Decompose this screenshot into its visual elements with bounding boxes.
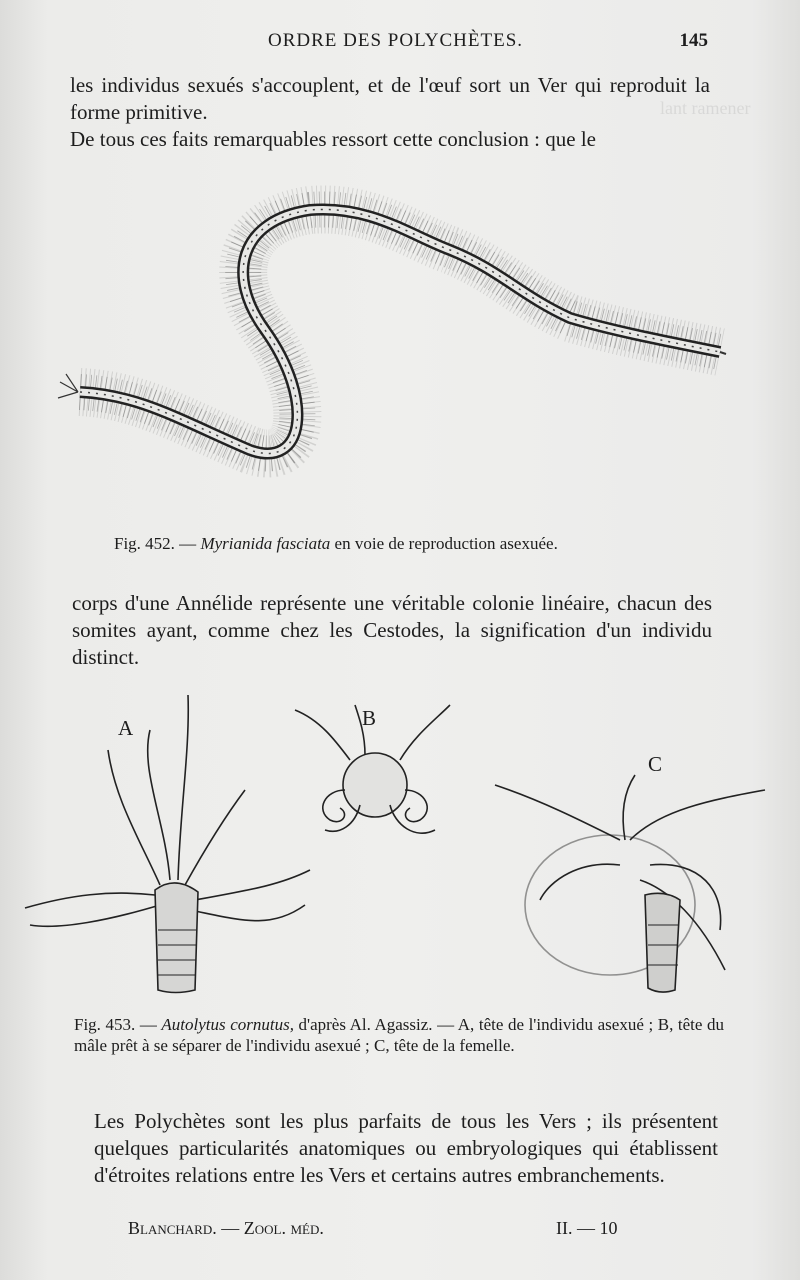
page-footer	[0, 1218, 800, 1244]
footer-author-title: Blanchard. — Zool. méd.	[128, 1218, 324, 1238]
figure-453-label: Fig. 453. —	[74, 1015, 157, 1034]
paragraph-4: Les Polychètes sont les plus parfaits de tous les Vers ; ils présentent quelques particularités anatomiques ou embryologiques qui établissent d'étroites relations entre les Vers et certains autres embranchements.	[94, 1109, 718, 1187]
figure-453-species: Autolytus cornutus,	[161, 1015, 294, 1034]
figure-452-illustration	[50, 180, 730, 510]
paragraph-3: corps d'une Annélide représente une véritable colonie linéaire, chacun des somites ayant, comme chez les Cestodes, la signification d'un individu distinct.	[72, 591, 712, 669]
paragraph-2: De tous ces faits remarquables ressort cette conclusion : que le	[70, 127, 596, 151]
figure-453-letter-b: B	[362, 706, 377, 730]
figure-453-illustration	[20, 690, 780, 1005]
head-a-drawing	[25, 695, 310, 993]
figure-452-species: Myrianida fasciata	[200, 534, 331, 553]
running-title: ORDRE DES POLYCHÈTES.	[268, 30, 524, 51]
figure-452-caption	[114, 533, 734, 554]
page-number: 145	[679, 30, 708, 51]
figure-453-letter-a: A	[118, 716, 134, 740]
figure-452-label: Fig. 452. —	[114, 534, 197, 553]
figure-453-caption	[74, 1014, 724, 1056]
head-c-drawing	[495, 775, 765, 992]
page-header	[0, 30, 800, 54]
figure-453-text: d'après Al. Agassiz. — A, tête de l'individu asexué ; B, tête du mâle prêt à se séparer de l'individu asexué ; C, tête de la femelle.	[74, 1015, 725, 1055]
paragraph-1: les individus sexués s'accouplent, et de l'œuf sort un Ver qui reproduit la forme primitive.	[70, 73, 710, 124]
figure-453-letter-c: C	[648, 752, 663, 776]
show-through-text: lant ramener	[660, 98, 751, 118]
figure-452-text: en voie de reproduction asexuée.	[334, 534, 558, 553]
footer-signature: II. — 10	[556, 1218, 618, 1238]
